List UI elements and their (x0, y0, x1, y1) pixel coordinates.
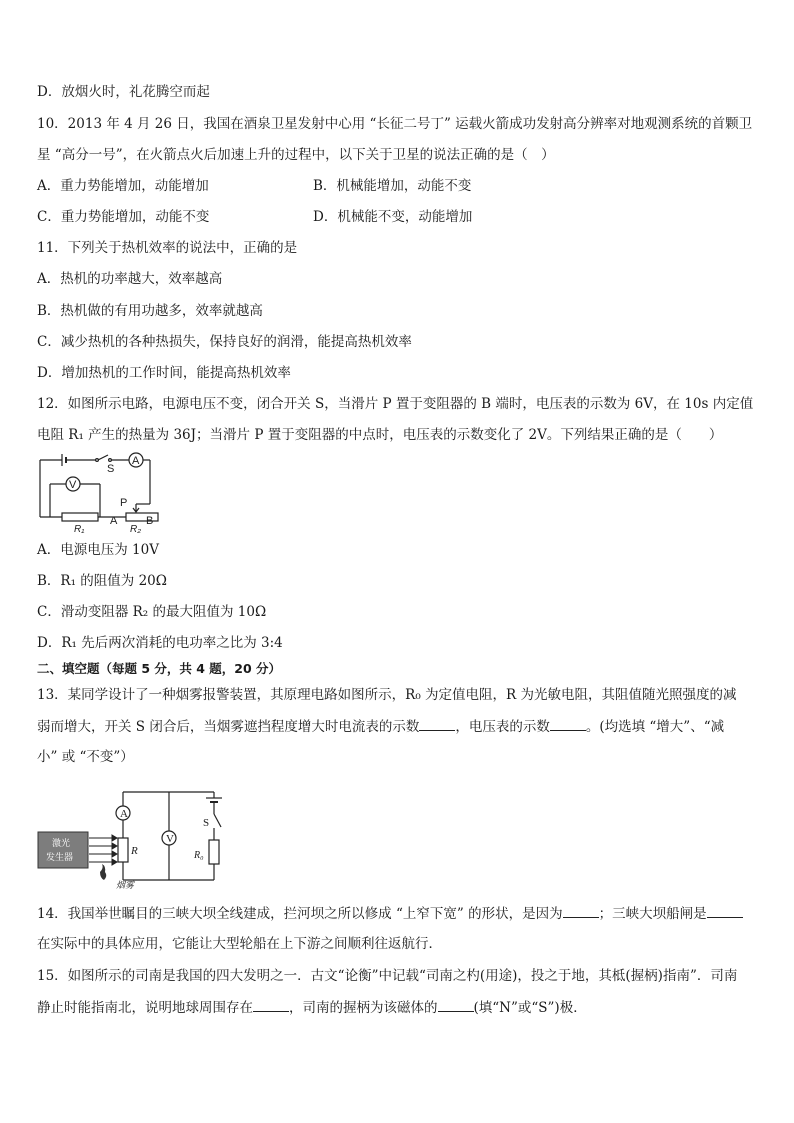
q13-stem-line2 (37, 717, 724, 736)
fig13-smoke-label: 烟雾 (116, 880, 135, 890)
q13-stem-line2-c: 。(均选填 “增大”、“减 (585, 719, 725, 735)
q15-line2 (37, 998, 587, 1017)
q15-blank-2[interactable] (438, 998, 474, 1012)
q11-option-b: B．热机做的有用功越多，效率就越高 (37, 303, 263, 319)
q14-blank-1[interactable] (563, 904, 599, 918)
q14-line1 (37, 904, 743, 923)
r1-resistor (62, 513, 98, 521)
q12-stem-line2: 电阻 R₁ 产生的热量为 36J；当滑片 P 置于变阻器的中点时，电压表的示数变化了 2V。下列结果正确的是（ ） (37, 427, 723, 443)
q15-line2-a: 静止时能指南北，说明地球周围存在 (37, 1000, 253, 1016)
q14-line2: 在实际中的具体应用，它能让大型轮船在上下游之间顺利往返航行． (37, 936, 442, 952)
fig12-end-a-label: A (110, 515, 118, 527)
q14-line1-a: 14．我国举世瞩目的三峡大坝全线建成，拦河坝之所以修成 “上窄下宽” 的形状，是因为 (37, 906, 563, 922)
fig13-voltmeter-label: V (166, 833, 174, 845)
q12-option-d: D．R₁ 先后两次消耗的电功率之比为 3:4 (37, 635, 283, 651)
fig12-end-b-label: B (146, 515, 154, 527)
fig13-ammeter-label: A (120, 808, 128, 820)
fig12-slider-label: P (120, 497, 128, 509)
q11-option-d: D．增加热机的工作时间，能提高热机效率 (37, 365, 291, 381)
q13-stem-line2-a: 弱而增大，开关 S 闭合后，当烟雾遮挡程度增大时电流表的示数 (37, 719, 420, 735)
q12-circuit-figure (36, 452, 164, 534)
q13-blank-voltmeter[interactable] (550, 717, 586, 731)
fig13-r-label: R (131, 845, 138, 857)
q15-line2-c: (填“N”或“S”)极． (473, 1000, 587, 1016)
smoke-icon (100, 864, 106, 880)
q13-stem-line2-b: ，电压表的示数 (455, 719, 550, 735)
q13-smoke-alarm-figure (36, 780, 236, 890)
q13-blank-ammeter[interactable] (419, 717, 455, 731)
fig13-laser-label-1: 激光 (52, 839, 71, 849)
q14-line1-b: ；三峡大坝船闸是 (598, 906, 707, 922)
fig12-r1-label: R₁ (74, 524, 85, 534)
q9-option-d: D．放烟火时，礼花腾空而起 (37, 84, 210, 100)
fig13-photoresistor (118, 838, 128, 862)
q10-option-a: A．重力势能增加，动能增加 (37, 178, 209, 194)
fig13-switch-label: S (203, 817, 210, 829)
q10-stem-line2: 星 “高分一号”，在火箭点火后加速上升的过程中，以下关于卫星的说法正确的是（ ） (37, 147, 555, 163)
q11-option-c: C．减少热机的各种热损失，保持良好的润滑，能提高热机效率 (37, 334, 412, 350)
fig12-ammeter-label: A (132, 455, 140, 467)
q15-line1: 15．如图所示的司南是我国的四大发明之一．古文“论衡”中记载“司南之杓(用途)，投之于地，其柢(握柄)指南”．司南 (37, 968, 738, 984)
q12-option-b: B．R₁ 的阻值为 20Ω (37, 573, 167, 589)
q13-stem-line3: 小” 或 “不变”） (37, 749, 134, 765)
q11-stem: 11．下列关于热机效率的说法中，正确的是 (37, 240, 298, 256)
fig13-r0-label: R₀ (194, 850, 204, 861)
q14-blank-2[interactable] (707, 904, 743, 918)
fig12-switch-label: S (107, 463, 115, 475)
fig13-laser-label-2: 发生器 (46, 853, 74, 863)
q12-stem-line1: 12．如图所示电路，电源电压不变，闭合开关 S，当滑片 P 置于变阻器的 B 端时，电压表的示数为 6V，在 10s 内定值 (37, 396, 754, 412)
q12-option-c: C．滑动变阻器 R₂ 的最大阻值为 10Ω (37, 604, 267, 620)
fig12-voltmeter-label: V (69, 479, 77, 491)
q13-stem-line1: 13．某同学设计了一种烟雾报警装置，其原理电路如图所示，R₀ 为定值电阻，R 为光敏电阻，其阻值随光照强度的减 (37, 687, 737, 703)
q10-option-d: D．机械能不变，动能增加 (313, 209, 473, 225)
q10-option-b: B．机械能增加，动能不变 (313, 178, 472, 194)
q15-blank-1[interactable] (253, 998, 289, 1012)
fig12-r2-label: R₂ (130, 524, 142, 534)
q11-option-a: A．热机的功率越大，效率越高 (37, 271, 223, 287)
q10-option-c: C．重力势能增加，动能不变 (37, 209, 210, 225)
q12-option-a: A．电源电压为 10V (37, 542, 159, 558)
fig13-r0-resistor (209, 840, 219, 864)
section2-heading: 二、填空题（每题 5 分，共 4 题，20 分） (37, 661, 282, 676)
q15-line2-b: ，司南的握柄为该磁体的 (289, 1000, 438, 1016)
q10-stem-line1: 10．2013 年 4 月 26 日，我国在酒泉卫星发射中心用 “长征二号丁” 运载火箭成功发射高分辨率对地观测系统的首颗卫 (37, 116, 753, 132)
